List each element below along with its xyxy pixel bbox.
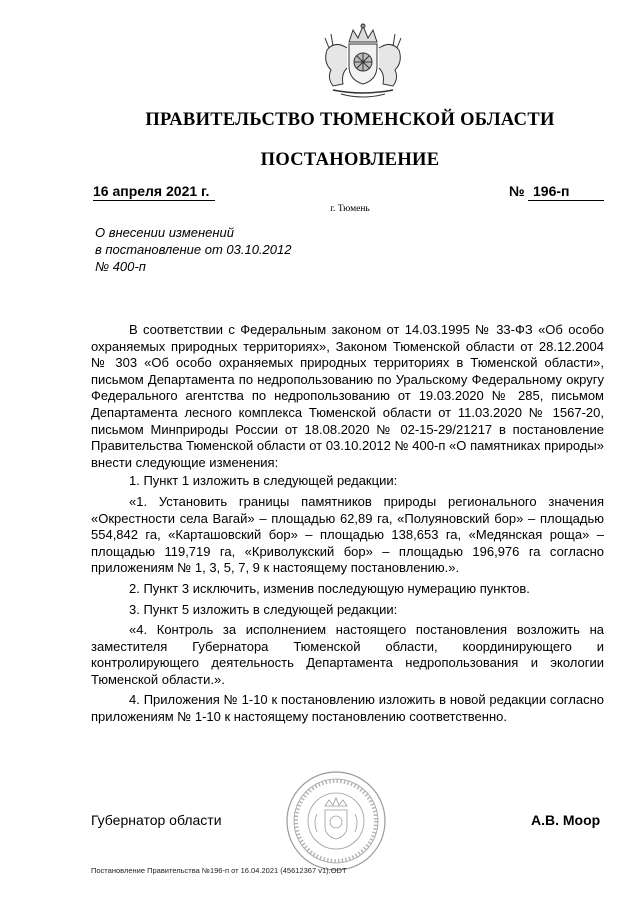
body-paragraph: «1. Установить границы памятников природы регионального значения «Окрестности села Вагай» – площадью 62,89 га, «Полуяновский бор» – площадью 554,842 га, «Карташовский бор» – площадью 138,653 га, «Медянская роща» – площадью 119,719 га, «Криволукский бор» – площадью 196,976 га согласно приложениям № 1, 3, 5, 7, 9 к настоящему постановлению.». [91, 493, 604, 576]
signer-role: Губернатор области [91, 812, 222, 828]
body-paragraph: 1. Пункт 1 изложить в следующей редакции: [129, 473, 398, 489]
signer-name: А.В. Моор [531, 812, 601, 828]
body-paragraph: 2. Пункт 3 исключить, изменив последующую нумерацию пунктов. [129, 580, 530, 596]
document-number: 196-п [528, 183, 604, 201]
body-paragraph: 3. Пункт 5 изложить в следующей редакции: [129, 601, 398, 617]
coat-of-arms-icon [313, 22, 413, 100]
body-paragraph: В соответствии с Федеральным законом от 14.03.1995 № 33-ФЗ «Об особо охраняемых природных территориях», Законом Тюменской области от 28.12.2004 № 303 «Об особо охраняемых природных территориях в Тюменской области», письмом Департамента по недропользованию по Уральскому Федеральному округу Федерального агентства по недропользованию от 19.03.2020 № 285, письмом Департамента лесного комплекса Тюменской области от 11.03.2020 № 1567-20, письмом Минприроды России от 18.08.2020 № 02-15-29/21217 в постановление Правительства Тюменской области от 03.10.2012 № 400-п «О памятниках природы» внести следующие изменения: [91, 322, 604, 470]
document-number-label: № [509, 183, 525, 199]
document-body [91, 322, 604, 730]
subject-line: № 400-п [95, 259, 146, 274]
city-label: г. Тюмень [330, 204, 370, 214]
document-type-title: ПОСТАНОВЛЕНИЕ [260, 150, 440, 170]
document-date: 16 апреля 2021 г. [93, 183, 215, 201]
body-paragraph: «4. Контроль за исполнением настоящего постановления возложить на заместителя Губернатора Тюменской области, координирующего и контролирующего деятельность Департамента недропользования и экологии Тюменской области.». [91, 622, 604, 687]
subject-line: О внесении изменений [95, 225, 234, 240]
official-seal-icon [285, 770, 387, 872]
document-footer: Постановление Правительства №196-п от 16.04.2021 (45612367 v1).ODT [91, 866, 347, 875]
body-paragraph: 4. Приложения № 1-10 к постановлению изложить в новой редакции согласно приложениям № 1-10 к настоящему постановлению соответственно. [91, 692, 604, 725]
organization-title: ПРАВИТЕЛЬСТВО ТЮМЕНСКОЙ ОБЛАСТИ [145, 110, 555, 130]
document-subject [95, 224, 355, 275]
subject-line: в постановление от 03.10.2012 [95, 242, 292, 257]
